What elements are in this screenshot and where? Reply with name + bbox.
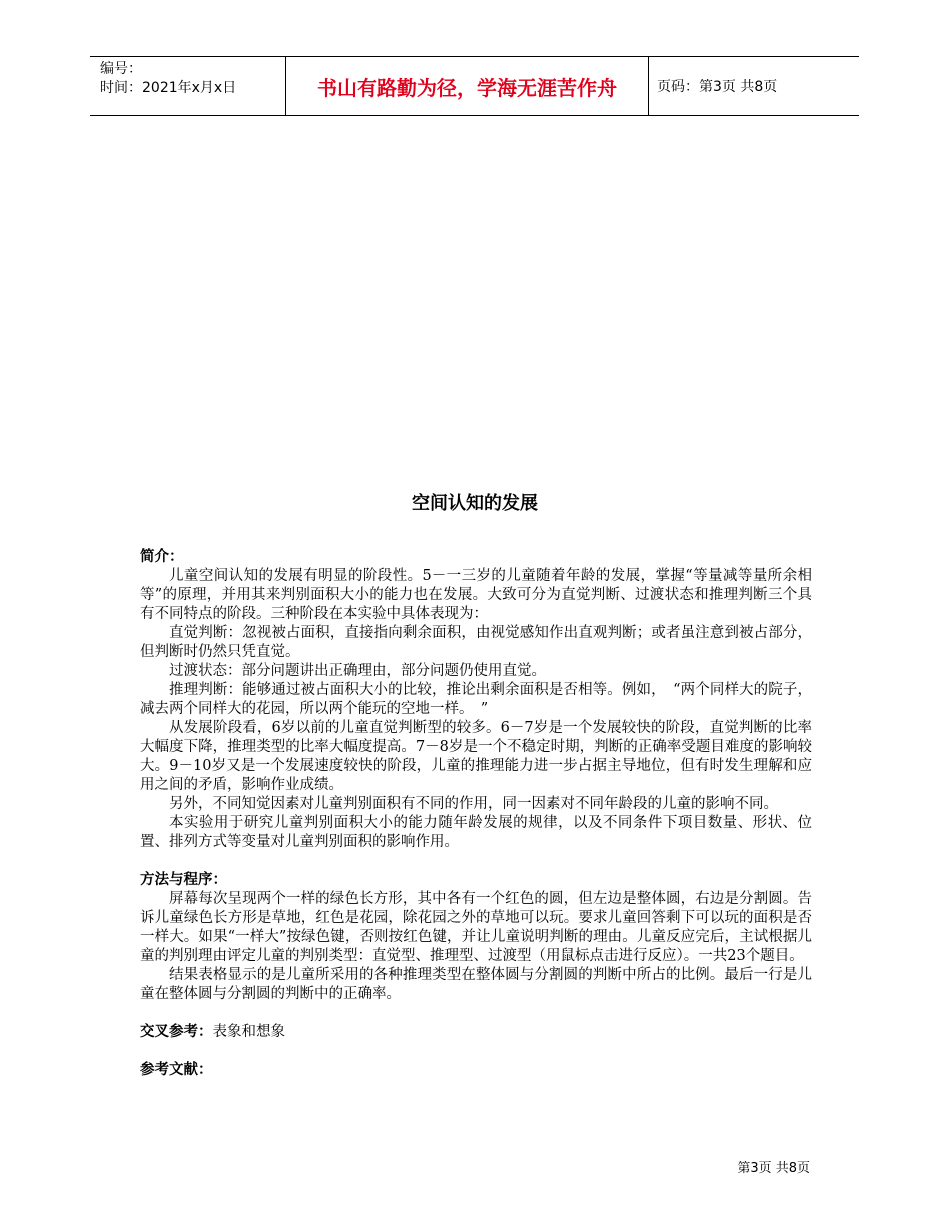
page-footer: 第3页 共8页 — [737, 1161, 810, 1176]
references-heading: 参考文献： — [140, 1062, 213, 1078]
intro-paragraph: 另外，不同知觉因素对儿童判别面积有不同的作用，同一因素对不同年龄段的儿童的影响不同。 — [169, 796, 778, 812]
header-table — [90, 56, 859, 116]
header-motto: 书山有路勤为径，学海无涯苦作舟 — [286, 57, 649, 115]
document-body — [140, 548, 812, 1080]
intro-paragraph: 直觉判断：忽视被占面积，直接指向剩余面积，由视觉感知作出直观判断；或者虽注意到被占部分，但判断时仍然只凭直觉。 — [140, 625, 812, 660]
intro-heading: 简介： — [140, 549, 184, 565]
cross-reference — [140, 1023, 812, 1042]
header-meta — [90, 57, 286, 115]
method-paragraph: 屏幕每次呈现两个一样的绿色长方形，其中各有一个红色的圆，但左边是整体圆，右边是分割圆。告诉儿童绿色长方形是草地，红色是花园，除花园之外的草地可以玩。要求儿童回答剩下可以玩的面积是否一样大。如果“一样大”按绿色键，否则按红色键，并让儿童说明判断的理由。儿童反应完后，主试根据儿童的判别理由评定儿童的判别类型：直觉型、推理型、过渡型（用鼠标点击进行反应）。一共23个题目。 — [140, 891, 812, 964]
intro-paragraph: 儿童空间认知的发展有明显的阶段性。5－一三岁的儿童随着年龄的发展，掌握“等量减等量所余相等”的原理，并用其来判别面积大小的能力也在发展。大致可分为直觉判断、过渡状态和推理判断三个具有不同特点的阶段。三种阶段在本实验中具体表现为： — [140, 568, 812, 622]
number-label: 编号： — [100, 61, 142, 77]
intro-paragraph: 本实验用于研究儿童判别面积大小的能力随年龄发展的规律，以及不同条件下项目数量、形状、位置、排列方式等变量对儿童判别面积的影响作用。 — [140, 815, 812, 850]
intro-paragraph: 过渡状态：部分问题讲出正确理由，部分问题仍使用直觉。 — [169, 663, 546, 679]
intro-paragraph: 从发展阶段看，6岁以前的儿童直觉判断型的较多。6－7岁是一个发展较快的阶段，直觉判断的比率大幅度下降，推理类型的比率大幅度提高。7－8岁是一个不稳定时期，判断的正确率受题目难度的影响较大。9－10岁又是一个发展速度较快的阶段，儿童的推理能力进一步占据主导地位，但有时发生理解和应用之间的矛盾，影响作业成绩。 — [140, 720, 812, 793]
header-page-number: 页码：第3页 共8页 — [657, 79, 778, 95]
document-title: 空间认知的发展 — [412, 493, 538, 514]
cross-reference-label: 交叉参考： — [140, 1024, 213, 1040]
method-heading: 方法与程序： — [140, 872, 227, 888]
time-label: 时间：2021年x月x日 — [100, 80, 237, 96]
intro-paragraph: 推理判断：能够通过被占面积大小的比较，推论出剩余面积是否相等。例如， “两个同样大的院子，减去两个同样大的花园，所以两个能玩的空地一样。 ” — [140, 682, 812, 717]
cross-reference-value: 表象和想象 — [212, 1024, 285, 1040]
method-paragraph: 结果表格显示的是儿童所采用的各种推理类型在整体圆与分割圆的判断中所占的比例。最后一行是儿童在整体圆与分割圆的判断中的正确率。 — [140, 967, 812, 1002]
